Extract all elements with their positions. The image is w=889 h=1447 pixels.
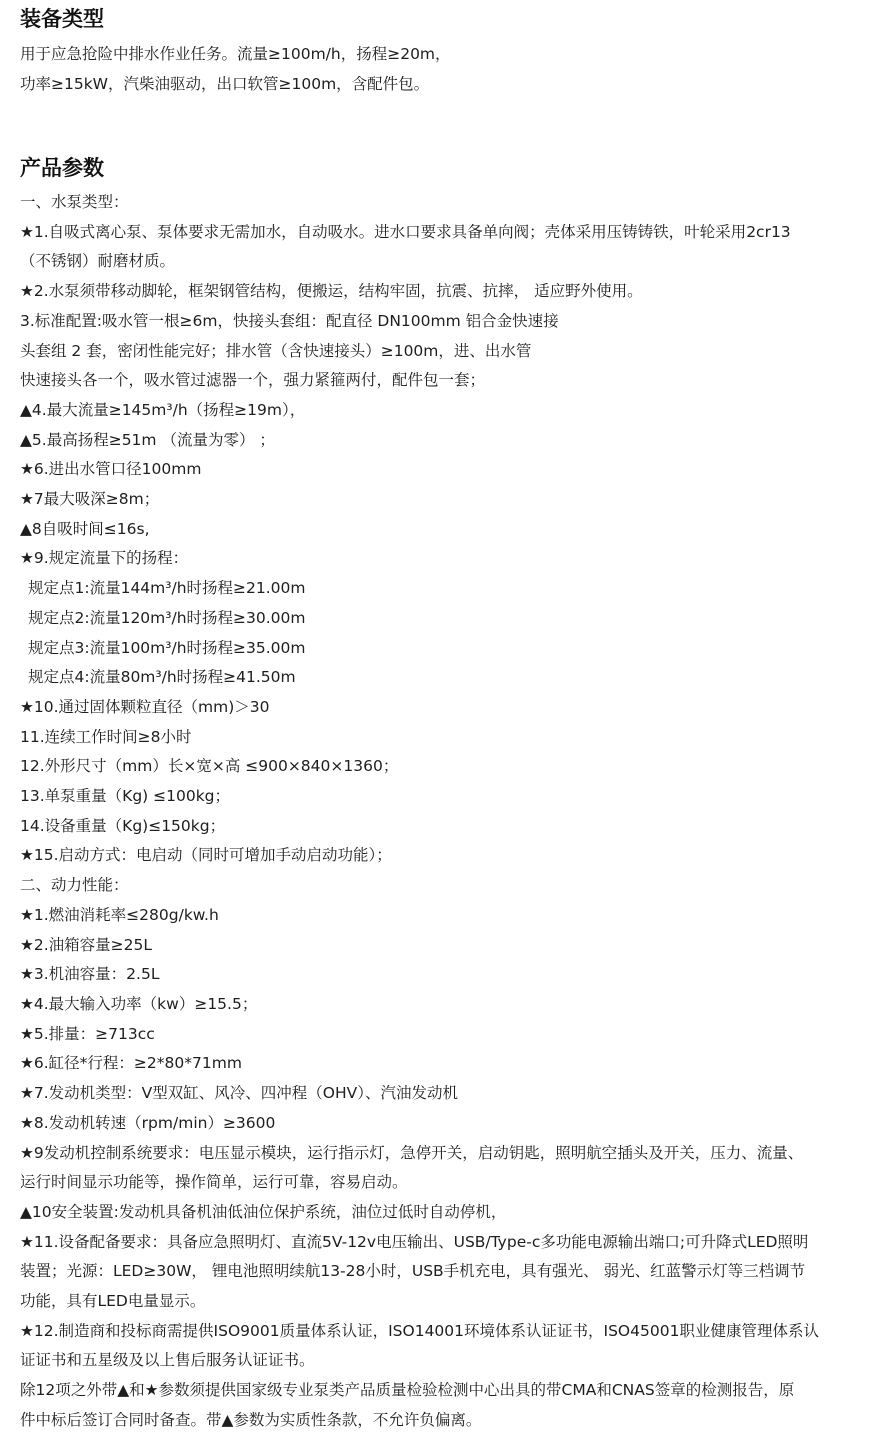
equipment-line: 用于应急抢险中排水作业任务。流量≥100m/h，扬程≥20m， bbox=[20, 45, 451, 63]
param-line: 一、水泵类型： bbox=[20, 193, 129, 211]
param-line: 3.标准配置:吸水管一根≥6m，快接头套组：配直径 DN100mm 铝合金快速接 bbox=[20, 311, 559, 330]
param-line: ▲10安全装置:发动机具备机油低油位保护系统，油位过低时自动停机， bbox=[20, 1202, 507, 1221]
equipment-line: 功率≥15kW，汽柴油驱动，出口软管≥100m，含配件包。 bbox=[20, 75, 430, 93]
param-line: 12.外形尺寸（mm）长×宽×高 ≤900×840×1360； bbox=[20, 757, 399, 776]
product-params-heading: 产品参数 bbox=[20, 156, 104, 180]
param-line: ★10.通过固体颗粒直径（mm)＞30 bbox=[20, 697, 270, 716]
param-line: ★5.排量：≥713cc bbox=[20, 1024, 155, 1043]
param-line: 运行时间显示功能等，操作简单，运行可靠，容易启动。 bbox=[20, 1173, 408, 1192]
param-line: ★4.最大输入功率（kw）≥15.5； bbox=[20, 994, 258, 1013]
param-line: 快速接头各一个，吸水管过滤器一个，强力紧箍两付，配件包一套； bbox=[20, 371, 486, 390]
param-line: ▲4.最大流量≥145m³/h（扬程≥19m）， bbox=[20, 400, 306, 419]
param-line: ★2.油箱容量≥25L bbox=[20, 935, 153, 954]
param-line: 装置；光源：LED≥30W， 锂电池照明续航13-28小时，USB手机充电，具有强光、 弱光、红蓝警示灯等三档调节 bbox=[20, 1262, 806, 1281]
param-line: 头套组 2 套，密闭性能完好；排水管（含快速接头）≥100m，进、出水管 bbox=[20, 341, 532, 360]
param-line: ★11.设备配备要求：具备应急照明灯、直流5V-12v电压输出、USB/Type-c多功能电源输出端口;可升降式LED照明 bbox=[20, 1232, 809, 1251]
param-line: 证证书和五星级及以上售后服务认证证书。 bbox=[20, 1351, 315, 1370]
param-line: 规定点1:流量144m³/h时扬程≥21.00m bbox=[28, 579, 306, 598]
param-line: ★3.机油容量：2.5L bbox=[20, 965, 160, 984]
product-params-section bbox=[20, 154, 819, 1436]
param-line: 11.连续工作时间≥8小时 bbox=[20, 727, 192, 746]
equipment-type-section bbox=[20, 5, 451, 99]
param-line: 规定点2:流量120m³/h时扬程≥30.00m bbox=[28, 608, 306, 627]
param-line: ★12.制造商和投标商需提供ISO9001质量体系认证，ISO14001环境体系认证证书，ISO45001职业健康管理体系认 bbox=[20, 1321, 819, 1340]
param-line: ★15.启动方式：电启动（同时可增加手动启动功能）； bbox=[20, 846, 392, 865]
param-line: ★2.水泵须带移动脚轮，框架钢管结构，便搬运，结构牢固，抗震、抗摔， 适应野外使用。 bbox=[20, 282, 643, 301]
param-line: ★6.缸径*行程：≥2*80*71mm bbox=[20, 1054, 242, 1073]
param-line: ▲8自吸时间≤16s, bbox=[20, 519, 150, 538]
param-line: ★9发动机控制系统要求：电压显示模块，运行指示灯，急停开关，启动钥匙，照明航空插头及开关，压力、流量、 bbox=[20, 1143, 804, 1162]
param-line: ★7最大吸深≥8m； bbox=[20, 490, 160, 509]
param-line: 二、动力性能： bbox=[20, 876, 129, 895]
param-line: ★7.发动机类型：V型双缸、风冷、四冲程（OHV）、汽油发动机 bbox=[20, 1084, 458, 1103]
param-line: ★8.发动机转速（rpm/min）≥3600 bbox=[20, 1113, 276, 1132]
param-line: 14.设备重量（Kg)≤150kg； bbox=[20, 816, 226, 835]
param-line: ▲5.最高扬程≥51m （流量为零） ； bbox=[20, 430, 275, 449]
param-line: 除12项之外带▲和★参数须提供国家级专业泵类产品质量检验检测中心出具的带CMA和CNAS签章的检测报告，原 bbox=[20, 1381, 795, 1400]
param-line: （不锈钢）耐磨材质。 bbox=[20, 252, 176, 271]
param-line: 规定点4:流量80m³/h时扬程≥41.50m bbox=[28, 668, 296, 687]
equipment-type-heading: 装备类型 bbox=[20, 7, 104, 31]
param-line: 规定点3:流量100m³/h时扬程≥35.00m bbox=[28, 638, 306, 657]
param-line: 13.单泵重量（Kg) ≤100kg； bbox=[20, 787, 231, 806]
param-line: ★1.燃油消耗率≤280g/kw.h bbox=[20, 905, 219, 924]
param-line: 功能，具有LED电量显示。 bbox=[20, 1292, 206, 1311]
param-line: ★6.进出水管口径100mm bbox=[20, 460, 202, 479]
param-line: ★9.规定流量下的扬程： bbox=[20, 549, 189, 568]
param-line: 件中标后签订合同时备查。带▲参数为实质性条款，不允许负偏离。 bbox=[20, 1410, 482, 1429]
param-line: ★1.自吸式离心泵、泵体要求无需加水，自动吸水。进水口要求具备单向阀；壳体采用压铸铸铁，叶轮采用2cr13 bbox=[20, 222, 791, 241]
